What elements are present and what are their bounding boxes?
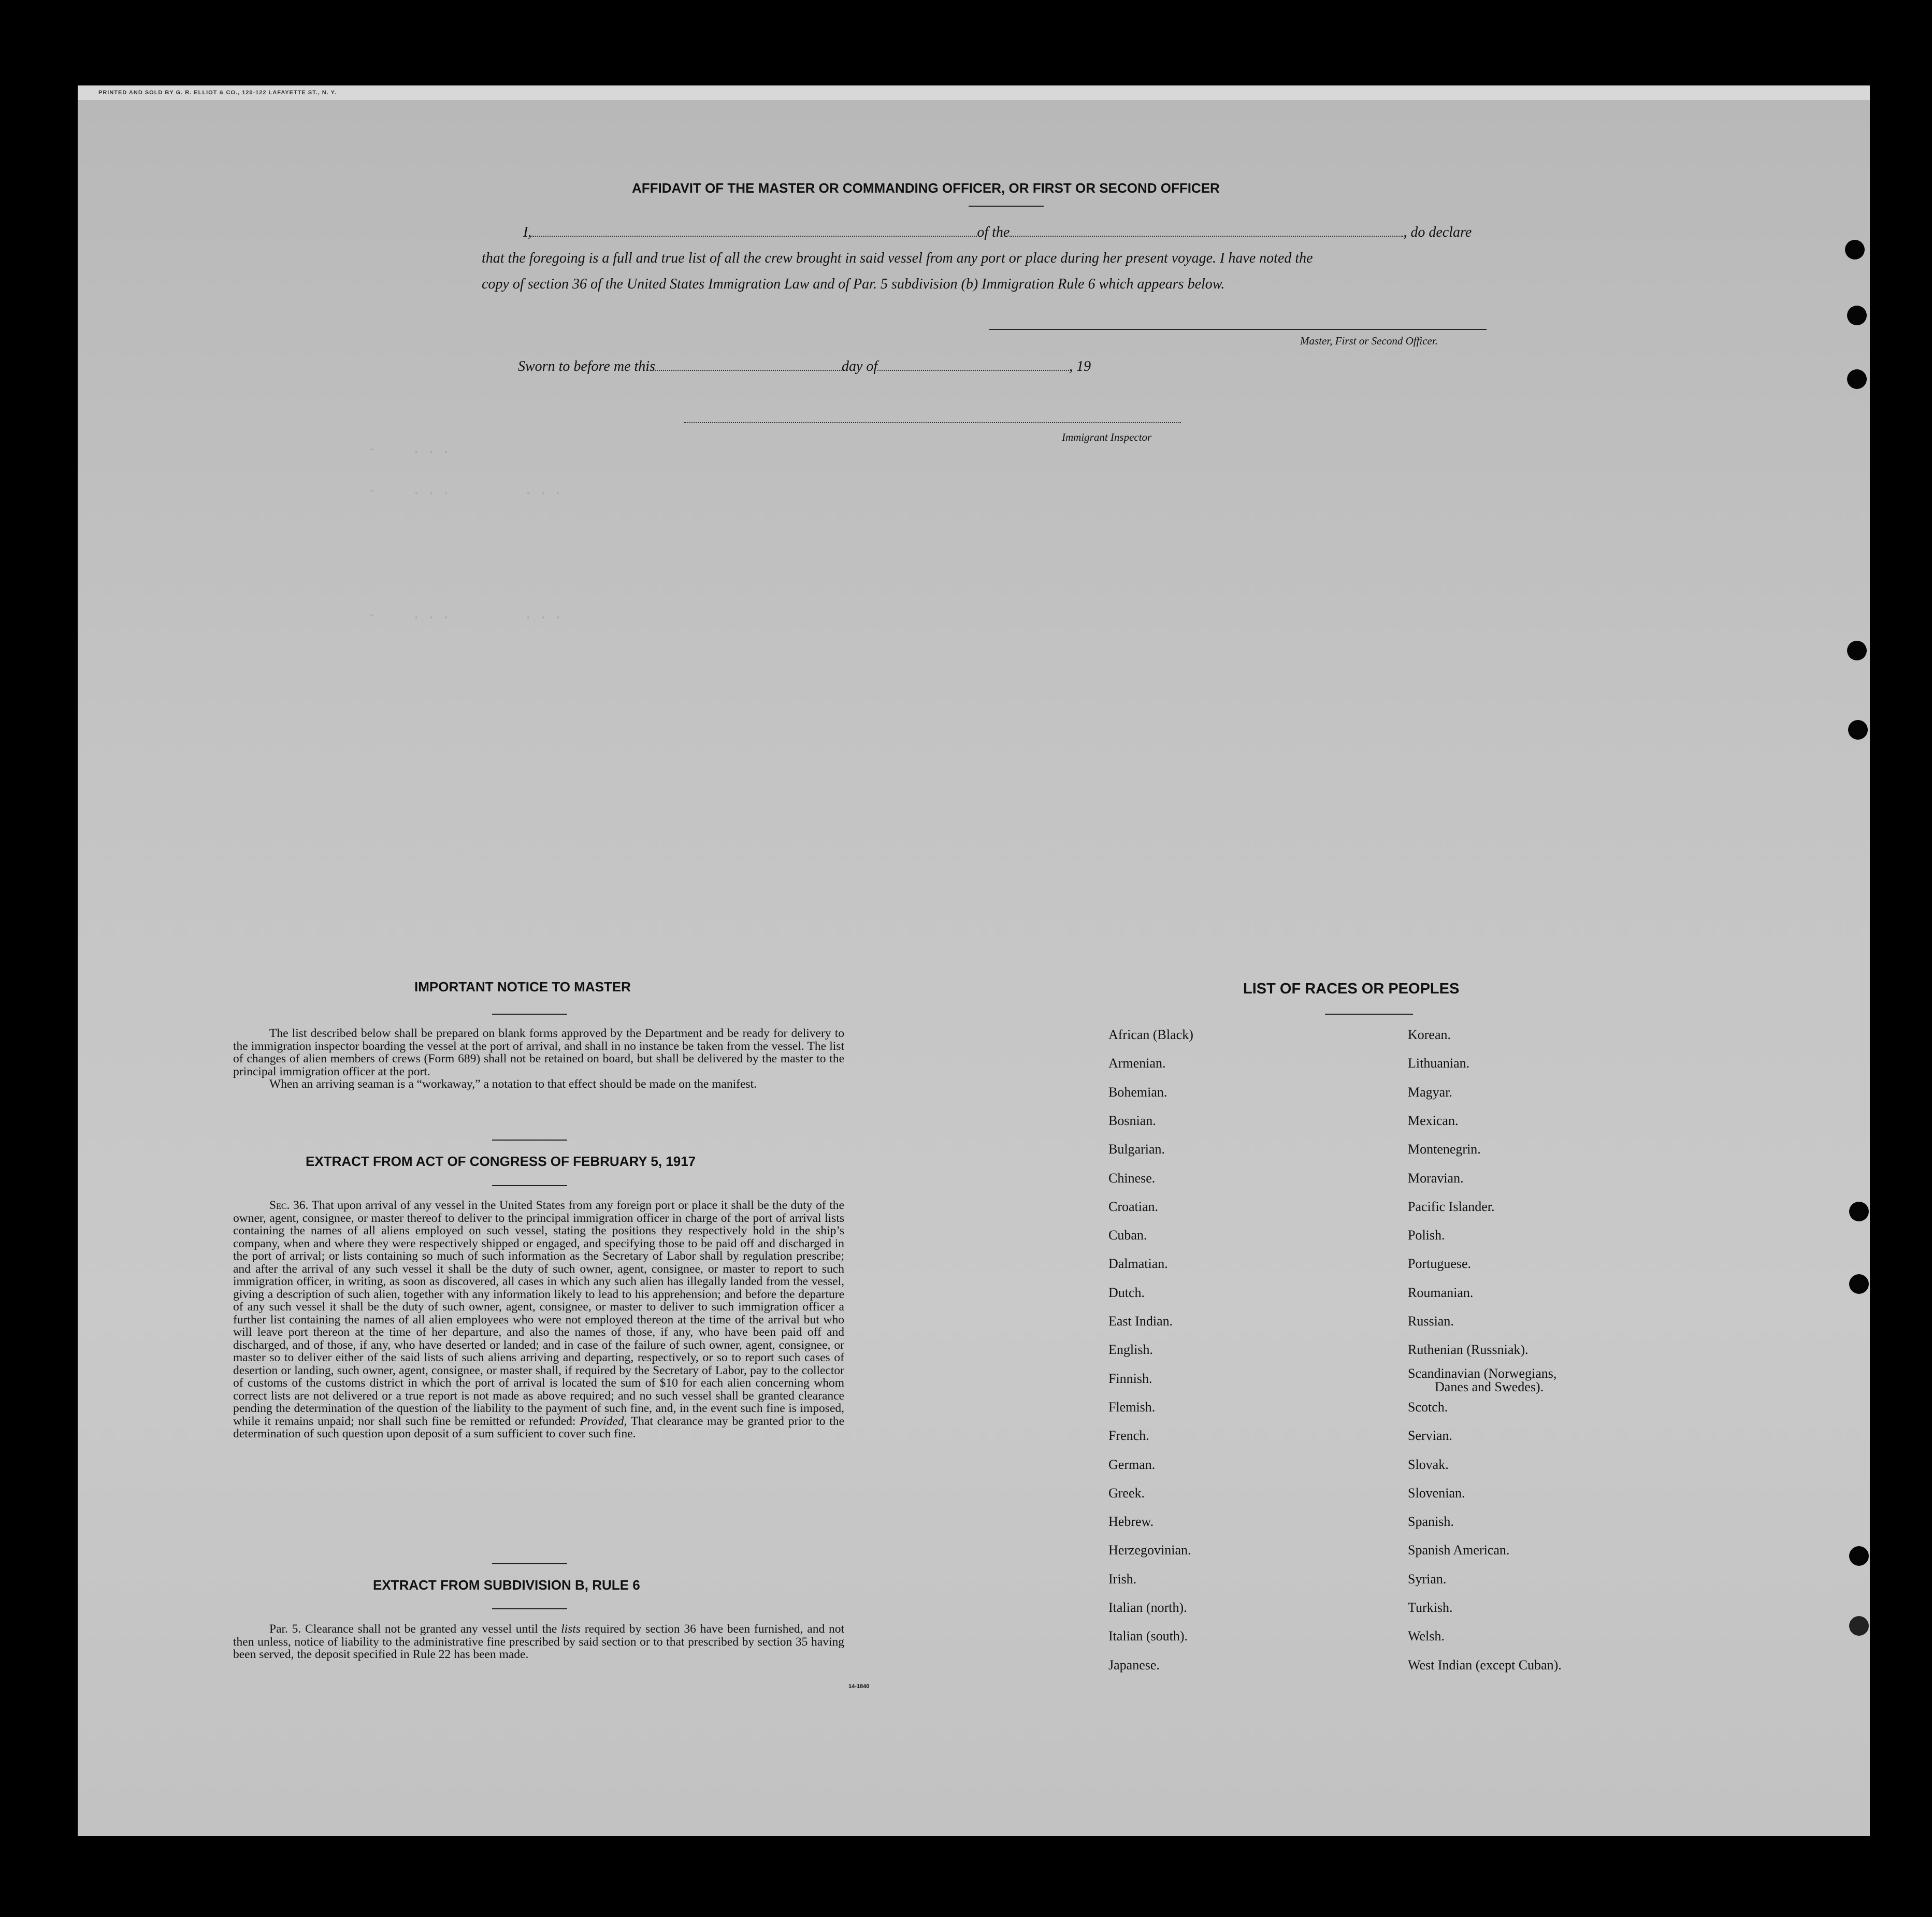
notice-body: [233, 1027, 844, 1091]
notice-title: IMPORTANT NOTICE TO MASTER: [414, 979, 631, 994]
proviso-text: That clearance may be granted prior to the determination of such question upon deposit of a sum sufficient to cover such fine.: [233, 1414, 844, 1440]
race-item: Magyar.: [1408, 1084, 1452, 1100]
race-item: Italian (north).: [1108, 1600, 1187, 1615]
binder-hole-icon: [1847, 369, 1867, 389]
master-signature-label: Master, First or Second Officer.: [1300, 335, 1438, 347]
year-label: , 19: [1069, 358, 1091, 374]
section-label: Sec. 36.: [269, 1199, 309, 1212]
race-item: East Indian.: [1108, 1314, 1173, 1329]
race-item: Welsh.: [1408, 1628, 1445, 1644]
extract-rule-title: EXTRACT FROM SUBDIVISION B, RULE 6: [373, 1577, 640, 1593]
race-item: Spanish.: [1408, 1514, 1454, 1530]
race-item: Bulgarian.: [1108, 1142, 1165, 1157]
race-item: Japanese.: [1108, 1657, 1160, 1673]
race-item: West Indian (except Cuban).: [1408, 1657, 1562, 1673]
race-item: Greek.: [1108, 1485, 1145, 1501]
bleed-through-text: - . . . . . .: [368, 609, 1017, 623]
divider: [492, 1563, 567, 1564]
sworn-line: [518, 358, 1091, 375]
race-item: Mexican.: [1408, 1113, 1459, 1128]
rule-text-lists: lists: [561, 1622, 581, 1636]
sworn-date-blank[interactable]: [655, 369, 842, 371]
race-item: Cuban.: [1108, 1228, 1147, 1243]
name-blank[interactable]: [531, 235, 977, 237]
form-number: 14-1840: [848, 1683, 870, 1690]
notice-paragraph: The list described below shall be prepared on blank forms approved by the Department and be ready for delivery to the immigration inspector boarding the vessel at the port of arrival, and shall in no instance be taken from the vessel. The list of changes of alien members of crews (Form 689) shall not be retained on board, but shall be delivered by the master to the principal immigration officer at the port.: [233, 1027, 844, 1078]
race-item: Ruthenian (Russniak).: [1408, 1342, 1529, 1358]
binder-hole-icon: [1849, 1616, 1869, 1636]
race-item: Finnish.: [1108, 1371, 1152, 1386]
divider: [492, 1014, 567, 1015]
affidavit-i-label: I,: [523, 224, 532, 240]
race-item: Pacific Islander.: [1408, 1199, 1495, 1214]
race-item: Syrian.: [1408, 1571, 1447, 1587]
month-blank[interactable]: [877, 369, 1069, 371]
race-item: Roumanian.: [1408, 1285, 1474, 1300]
race-item: Hebrew.: [1108, 1514, 1154, 1530]
race-item: Moravian.: [1408, 1170, 1464, 1186]
extract-rule-body: [233, 1623, 844, 1661]
divider: [492, 1185, 567, 1186]
race-item: Lithuanian.: [1408, 1056, 1470, 1071]
race-item: Bohemian.: [1108, 1084, 1167, 1100]
extract-act-body: [233, 1199, 844, 1440]
race-item: African (Black): [1108, 1027, 1193, 1042]
binder-hole-icon: [1849, 1202, 1869, 1221]
race-item: Armenian.: [1108, 1056, 1166, 1071]
race-item: Russian.: [1408, 1314, 1454, 1329]
sworn-label: Sworn to before me this: [518, 358, 655, 374]
affidavit-declare-label: , do declare: [1403, 224, 1472, 240]
notice-paragraph: When an arriving seaman is a “workaway,” a notation to that effect should be made on the manifest.: [269, 1077, 757, 1091]
binder-hole-icon: [1849, 1274, 1869, 1294]
printer-imprint: PRINTED AND SOLD BY G. R. ELLIOT & CO., 120-122 LAFAYETTE ST., N. Y.: [78, 85, 1870, 100]
affidavit-title: AFFIDAVIT OF THE MASTER OR COMMANDING OFFICER, OR FIRST OR SECOND OFFICER: [632, 180, 1220, 196]
inspector-signature-line[interactable]: [684, 422, 1181, 423]
race-item: Servian.: [1408, 1428, 1452, 1444]
race-item: Polish.: [1408, 1228, 1445, 1243]
binder-hole-icon: [1847, 306, 1867, 325]
proviso-label: Provided,: [580, 1414, 627, 1428]
bleed-through-text: - . . .: [368, 443, 1002, 457]
race-item: Bosnian.: [1108, 1113, 1156, 1128]
divider: [969, 206, 1044, 207]
race-item: Croatian.: [1108, 1199, 1159, 1214]
race-item: English.: [1108, 1342, 1153, 1358]
extract-act-title: EXTRACT FROM ACT OF CONGRESS OF FEBRUARY 5, 1917: [306, 1154, 696, 1169]
affidavit-of-the-label: of the: [977, 224, 1010, 240]
race-item: Irish.: [1108, 1571, 1137, 1587]
divider: [492, 1140, 567, 1141]
binder-hole-icon: [1845, 240, 1865, 260]
race-item: Herzegovinian.: [1108, 1543, 1191, 1558]
race-item: Korean.: [1408, 1027, 1451, 1042]
affidavit-line-3: copy of section 36 of the United States Immigration Law and of Par. 5 subdivision (b) Immigration Rule 6 which appears below.: [482, 276, 1225, 292]
section-36-text: That upon arrival of any vessel in the United States from any foreign port or place it shall be the duty of the owner, agent, consignee, or master thereof to deliver to the principal immigration officer in charge of the port of arrival lists containing the names of all aliens employed on such vessel, stating the positions they respectively hold in the ship’s company, when and where they were respectively shipped or engaged, and specifying those to be paid off and discharged in the port of arrival; or lists containing so much of such information as the Secretary of Labor shall by regulation prescribe; and after the arrival of any such vessel it shall be the duty of such owner, agent, consignee, or master to report to such immigration officer, in writing, as soon as discovered, all cases in which any such alien has illegally landed from the vessel, giving a description of such alien, together with any information likely to lead to his apprehension; and before the departure of any such vessel it shall be the duty of such owner, agent, consignee, or master to deliver to such immigration officer a further list containing the names of all alien employees who were not employed thereon at the time of the arrival but who will leave port thereon at the time of her departure, and also the names of those, if any, who have been paid off and discharged, and of those, if any, who have deserted or landed; and in case of the failure of such owner, agent, consignee, or master so to deliver either of the said lists of such aliens arriving and departing, respectively, or so to report such cases of desertion or landing, such owner, agent, consignee, or master shall, if required by the Secretary of Labor, pay to the collector of customs of the customs district in which the port of arrival is located the sum of $10 for each alien concerning whom correct lists are not delivered or a true report is not made as above required; and no such vessel shall be granted clearance pending the determination of the question of the liability to the payment of such fine, and, in the event such fine is imposed, while it remains unpaid; nor shall such fine be remitted or refunded:: [233, 1199, 844, 1428]
races-title: LIST OF RACES OR PEOPLES: [1243, 981, 1460, 997]
master-signature-line[interactable]: [989, 329, 1487, 330]
race-item: Italian (south).: [1108, 1628, 1188, 1644]
bleed-through-text: - . . . . . .: [368, 484, 1017, 498]
race-item: Scotch.: [1408, 1399, 1448, 1415]
race-item: Flemish.: [1108, 1399, 1156, 1415]
inspector-signature-label: Immigrant Inspector: [1062, 431, 1152, 443]
affidavit-line-2: that the foregoing is a full and true list of all the crew brought in said vessel from any port or place during her present voyage. I have noted the: [482, 250, 1313, 266]
rule-text-a: Par. 5. Clearance shall not be granted any vessel until the: [269, 1622, 557, 1636]
race-item: Dalmatian.: [1108, 1256, 1168, 1272]
race-item: Spanish American.: [1408, 1543, 1510, 1558]
race-item: Danes and Swedes).: [1435, 1379, 1544, 1394]
race-item: French.: [1108, 1428, 1149, 1444]
binder-hole-icon: [1848, 720, 1868, 740]
race-item: Slovenian.: [1408, 1485, 1465, 1501]
race-item: Dutch.: [1108, 1285, 1145, 1300]
race-item: German.: [1108, 1457, 1156, 1472]
rule-text-b: required by section 36 have been furnished, and not then unless, notice of liability to the administrative fine prescribed by said section or to that prescribed by section 35 having been served, the deposit specified in Rule 22 has been made.: [233, 1622, 845, 1661]
affidavit-line-1: [523, 224, 1472, 241]
divider: [492, 1608, 567, 1609]
binder-hole-icon: [1849, 1546, 1869, 1566]
race-item: Montenegrin.: [1408, 1142, 1481, 1157]
race-item: Chinese.: [1108, 1170, 1156, 1186]
race-item: Slovak.: [1408, 1457, 1449, 1472]
race-item: Portuguese.: [1408, 1256, 1472, 1272]
race-item: Scandinavian (Norwegians,: [1408, 1365, 1557, 1381]
vessel-blank[interactable]: [1010, 235, 1403, 237]
manifest-page: [78, 85, 1870, 1836]
divider: [1325, 1014, 1413, 1015]
race-item: Turkish.: [1408, 1600, 1453, 1615]
binder-hole-icon: [1847, 641, 1867, 660]
day-of-label: day of: [841, 358, 878, 374]
